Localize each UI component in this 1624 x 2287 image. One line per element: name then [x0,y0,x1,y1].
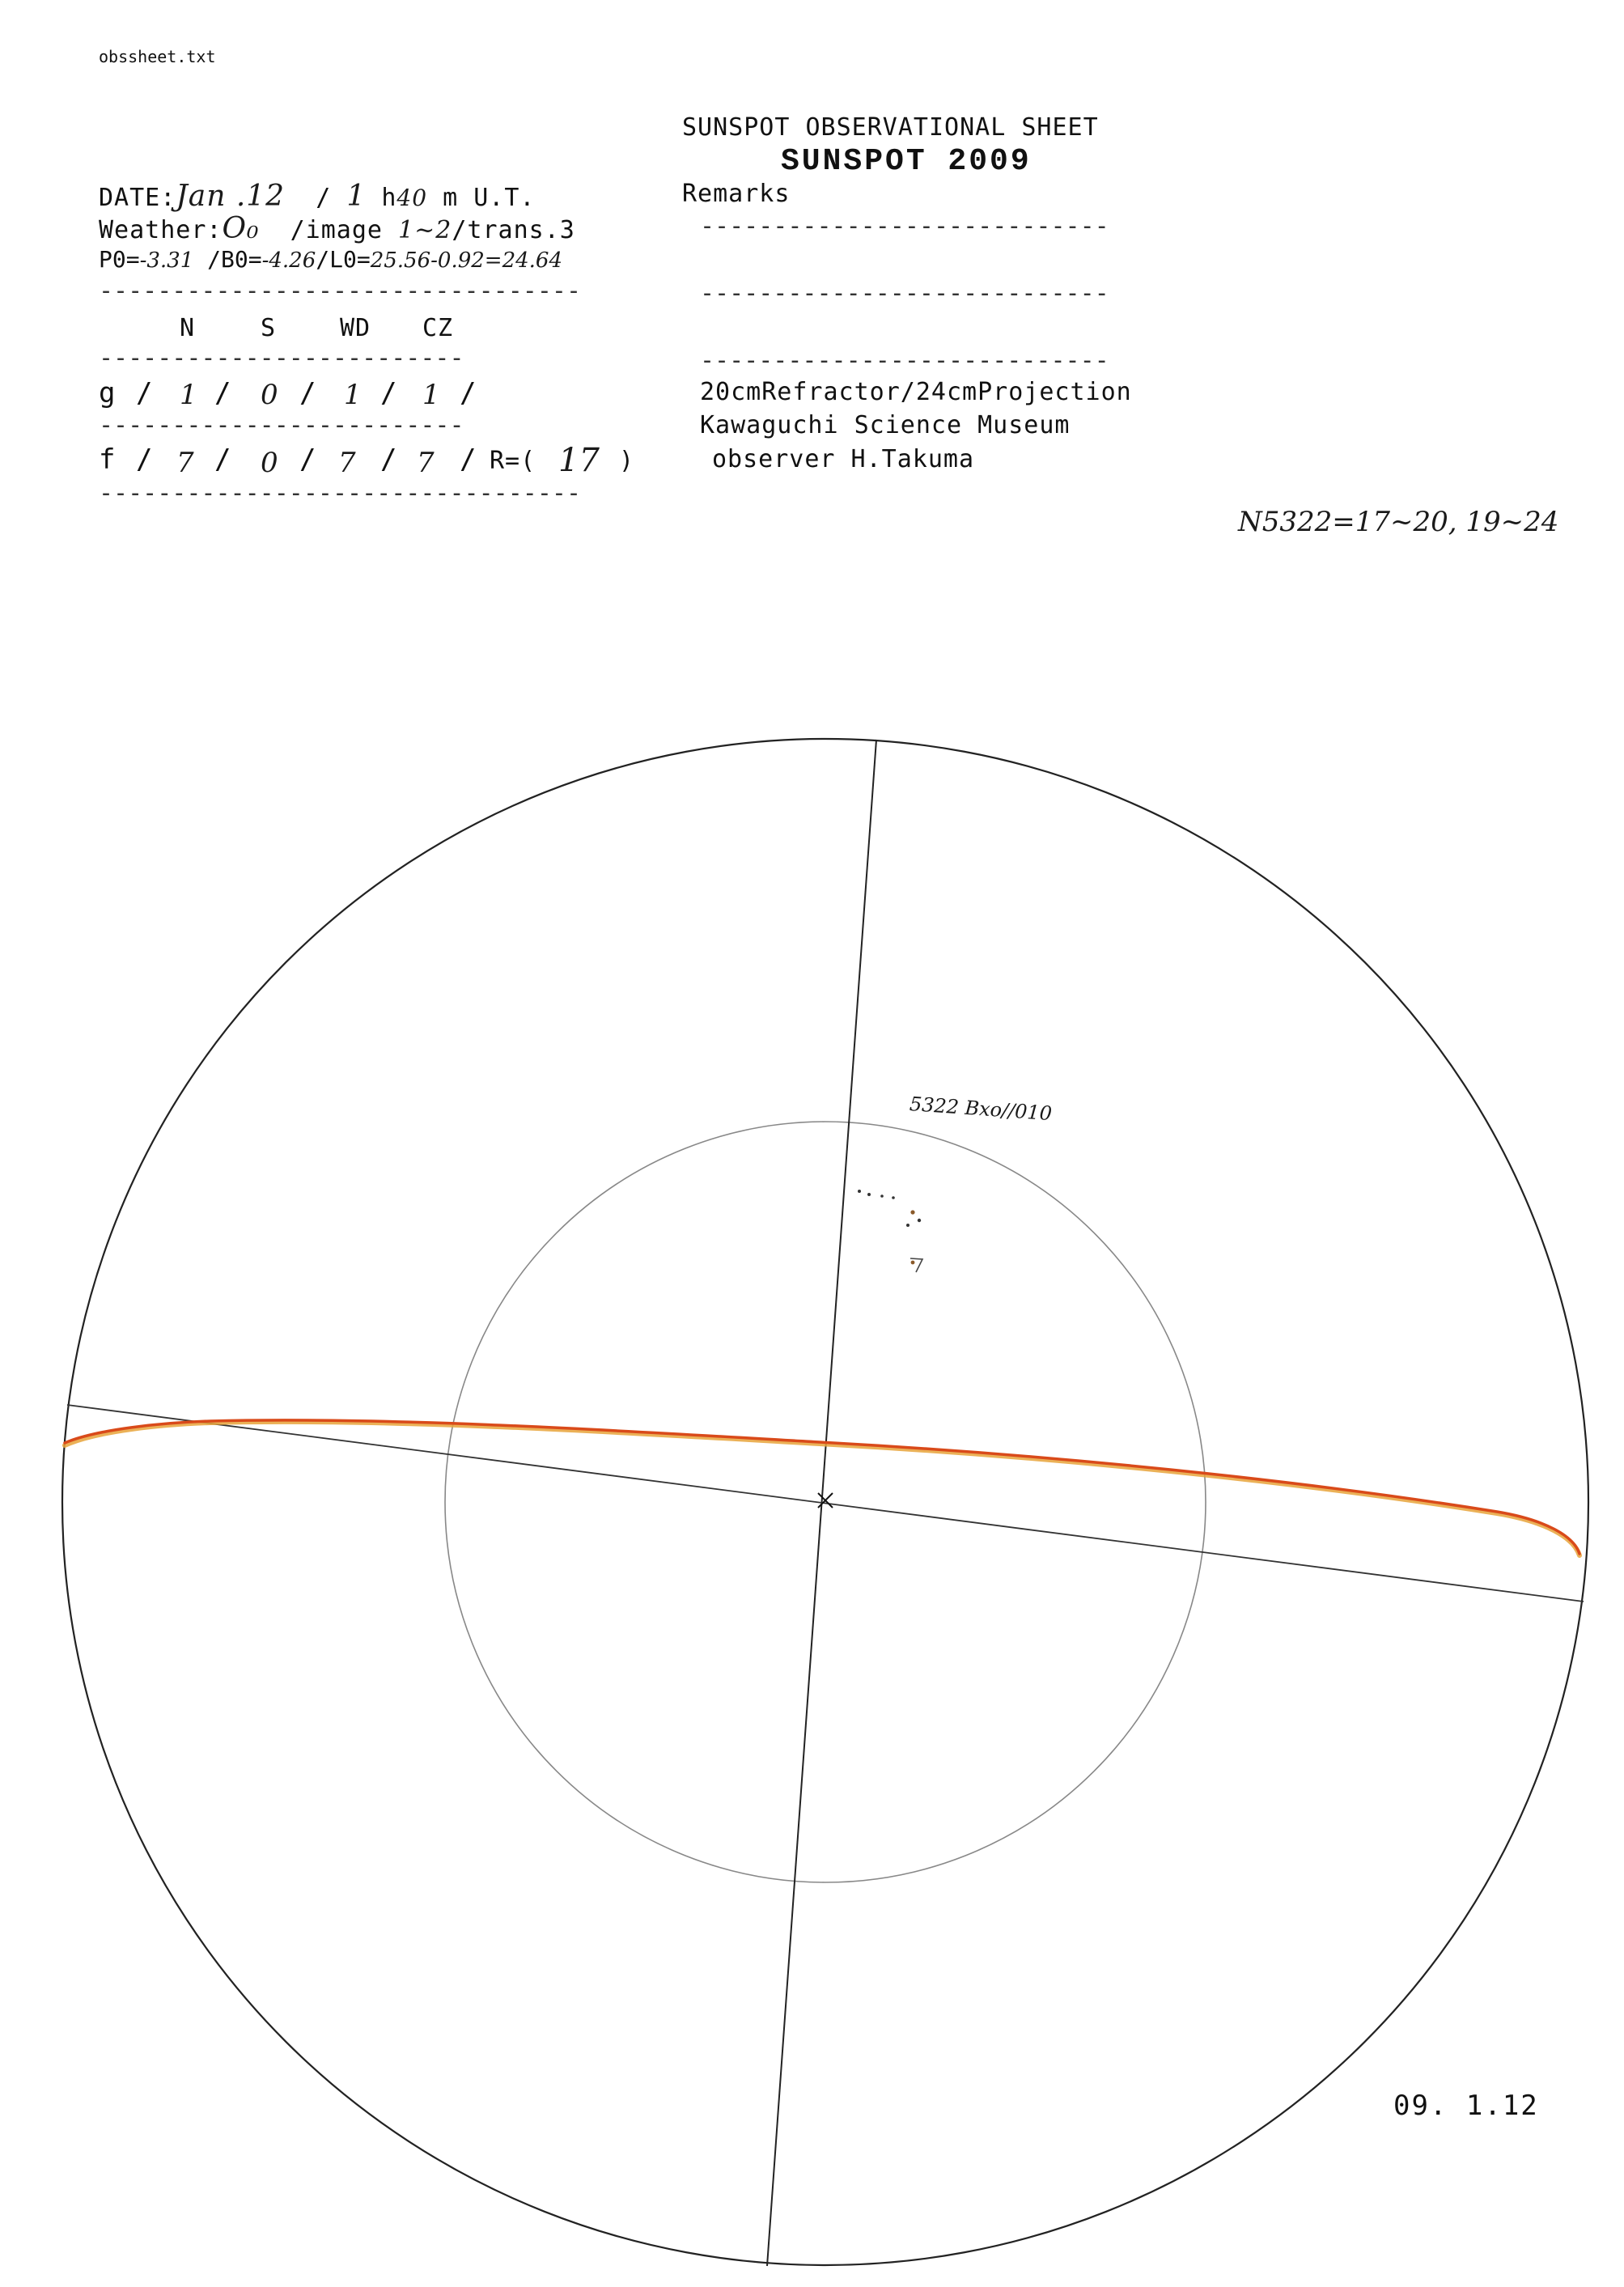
slash: / [299,377,316,409]
image-value: 1~2 [398,216,452,244]
remarks-label: Remarks [682,180,791,208]
divider-3: ------------------------- [99,411,464,439]
f-row-label: f [99,443,116,476]
site-text: Kawaguchi Science Museum [700,411,1071,439]
remarks-line-3: ---------------------------- [700,346,1109,375]
image-label: /image [290,216,383,244]
slash: / [214,377,231,409]
slash: / [136,377,153,409]
remarks-line-1: ---------------------------- [700,212,1109,240]
sunspot [911,1261,915,1265]
sunspot [892,1196,895,1199]
year-stamp: SUNSPOT 2009 [781,144,1032,179]
horizontal-reference-line [67,1405,1584,1602]
date-label: DATE: [99,184,176,212]
sheet-title: SUNSPOT OBSERVATIONAL SHEET [682,113,1099,142]
trans-label: /trans. [452,216,560,244]
date-value: Jan .12 [176,180,286,213]
p0-label: P0= [99,246,140,273]
r-value: 17 [558,442,600,479]
slash: / [460,443,477,476]
group-count-note: N5322=17~20, 19~24 [1238,506,1559,538]
sunspot [906,1224,910,1227]
r-close: ) [619,447,635,475]
file-name: obssheet.txt [99,47,216,66]
remarks-line-2: ---------------------------- [700,279,1109,308]
center-mark [818,1493,833,1508]
footer-date: 09. 1.12 [1393,2090,1539,2122]
sunspot [910,1210,914,1214]
l0-value: 25.56-0.92=24.64 [370,248,563,273]
slash: / [214,443,231,476]
l0-label: /L0= [316,246,371,273]
divider-1: --------------------------------- [99,277,582,305]
col-header-n: N [180,314,196,342]
solar-limb [62,739,1588,2265]
slash: / [380,377,397,409]
b0-label: /B0= [207,246,262,273]
g-cz-value: 1 [422,379,440,411]
f-cz-value: 7 [417,447,435,479]
g-s-value: 0 [261,379,278,411]
slash: / [299,443,316,476]
f-wd-value: 7 [338,447,356,479]
divider-2: ------------------------- [99,344,464,372]
observer-text: observer H.Takuma [712,445,975,473]
weather-label: Weather: [99,216,223,244]
minute-value: 40 [396,185,428,211]
sunspot [867,1193,871,1196]
instrument-text: 20cmRefractor/24cmProjection [700,378,1132,406]
divider-4: --------------------------------- [99,479,582,507]
col-header-s: S [261,314,277,342]
slash: / [136,443,153,476]
slash: / [460,377,477,409]
reference-circle [445,1122,1206,1882]
minute-unit: m U.T. [443,184,536,212]
b0-value: -4.26 [261,248,316,273]
sunspot [918,1219,921,1222]
f-n-value: 7 [176,447,194,479]
hour-value: 1 [346,180,367,213]
slash: / [380,443,397,476]
g-row-label: g [99,377,116,409]
sunspot [880,1194,884,1198]
p0-value: -3.31 [139,248,194,273]
sunspot [858,1190,861,1193]
r-label: R=( [490,447,536,475]
col-header-wd: WD [340,314,371,342]
f-s-value: 0 [261,447,278,479]
sunspot-group [858,1190,921,1264]
weather-value: O₀ [222,212,260,245]
date-sep: / [316,184,332,212]
g-wd-value: 1 [344,379,362,411]
trans-value: 3 [559,216,575,244]
group-label: 5322 Bxo//010 [909,1093,1053,1126]
sunspot-sketch-mark [910,1258,922,1272]
col-header-cz: CZ [422,314,454,342]
hour-unit: h [381,184,397,212]
g-n-value: 1 [180,379,197,411]
